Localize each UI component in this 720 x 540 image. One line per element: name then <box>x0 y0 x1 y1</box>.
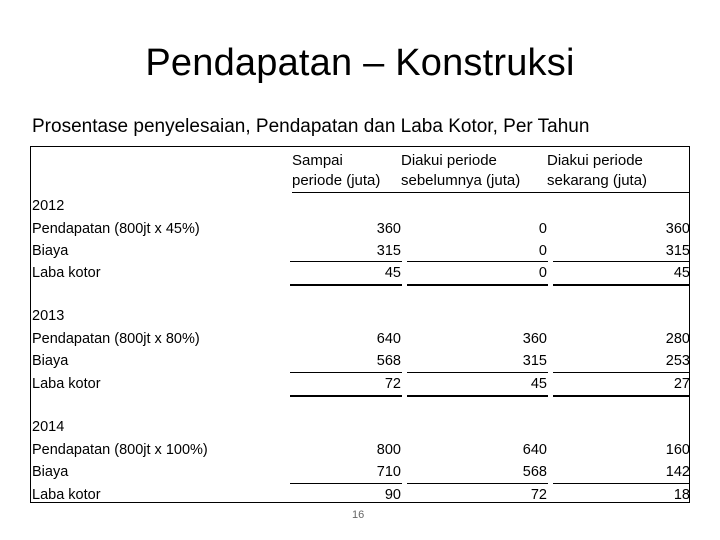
page-title: Pendapatan – Konstruksi <box>145 42 575 84</box>
table-cell: 315 <box>376 243 401 259</box>
total-underline <box>407 395 548 397</box>
row-label: Laba kotor <box>32 265 101 281</box>
total-underline <box>290 284 402 286</box>
column-header-line1: Diakui periode <box>547 152 643 169</box>
subtotal-underline <box>290 372 402 373</box>
page-subtitle: Prosentase penyelesaian, Pendapatan dan Laba Kotor, Per Tahun <box>32 116 590 137</box>
row-label: Laba kotor <box>32 376 101 392</box>
table-cell: 27 <box>673 376 690 392</box>
table-cell: 315 <box>665 243 690 259</box>
table-cell: 568 <box>522 464 547 480</box>
subtotal-underline <box>407 372 548 373</box>
table-cell: 640 <box>376 331 401 347</box>
row-label: Laba kotor <box>32 487 101 503</box>
table-cell: 45 <box>384 265 401 281</box>
column-header-previous-period <box>401 151 520 191</box>
section-year-2013: 2013 <box>32 308 65 324</box>
table-cell: 0 <box>538 243 547 259</box>
page-number: 16 <box>352 509 365 521</box>
subtotal-underline <box>407 483 548 484</box>
table-cell: 315 <box>522 353 547 369</box>
subtotal-underline <box>553 372 690 373</box>
column-header-line2: sebelumnya (juta) <box>401 172 521 189</box>
row-label: Pendapatan (800jt x 80%) <box>32 331 200 347</box>
subtotal-underline <box>553 483 690 484</box>
table-cell: 45 <box>673 265 690 281</box>
table-cell: 568 <box>376 353 401 369</box>
table-cell: 0 <box>538 265 547 281</box>
subtotal-underline <box>553 261 690 262</box>
column-header-line2: periode (juta) <box>292 172 381 189</box>
column-header-line2: sekarang (juta) <box>547 172 648 189</box>
subtotal-underline <box>290 483 402 484</box>
row-label: Biaya <box>32 353 69 369</box>
header-underline <box>292 192 690 193</box>
table-cell: 0 <box>538 221 547 237</box>
table-cell: 280 <box>665 331 690 347</box>
subtotal-underline <box>290 261 402 262</box>
table-cell: 640 <box>522 442 547 458</box>
table-cell: 800 <box>376 442 401 458</box>
table-cell: 18 <box>673 487 690 503</box>
column-header-current-period <box>547 151 647 191</box>
column-header-line1: Diakui periode <box>401 152 497 169</box>
total-underline <box>290 395 402 397</box>
table-cell: 360 <box>665 221 690 237</box>
table-cell: 360 <box>522 331 547 347</box>
row-label: Biaya <box>32 243 69 259</box>
table-cell: 72 <box>384 376 401 392</box>
table-cell: 253 <box>665 353 690 369</box>
section-year-2012: 2012 <box>32 198 65 214</box>
table-cell: 360 <box>376 221 401 237</box>
table-cell: 72 <box>530 487 547 503</box>
row-label: Biaya <box>32 464 69 480</box>
total-underline <box>553 284 690 286</box>
table-cell: 710 <box>376 464 401 480</box>
table-cell: 160 <box>665 442 690 458</box>
row-label: Pendapatan (800jt x 45%) <box>32 221 200 237</box>
total-underline <box>407 284 548 286</box>
table-cell: 142 <box>665 464 690 480</box>
total-underline <box>553 395 690 397</box>
table-cell: 90 <box>384 487 401 503</box>
column-header-until-period <box>292 151 380 191</box>
section-year-2014: 2014 <box>32 419 65 435</box>
subtotal-underline <box>407 261 548 262</box>
row-label: Pendapatan (800jt x 100%) <box>32 442 208 458</box>
column-header-line1: Sampai <box>292 152 343 169</box>
table-cell: 45 <box>530 376 547 392</box>
